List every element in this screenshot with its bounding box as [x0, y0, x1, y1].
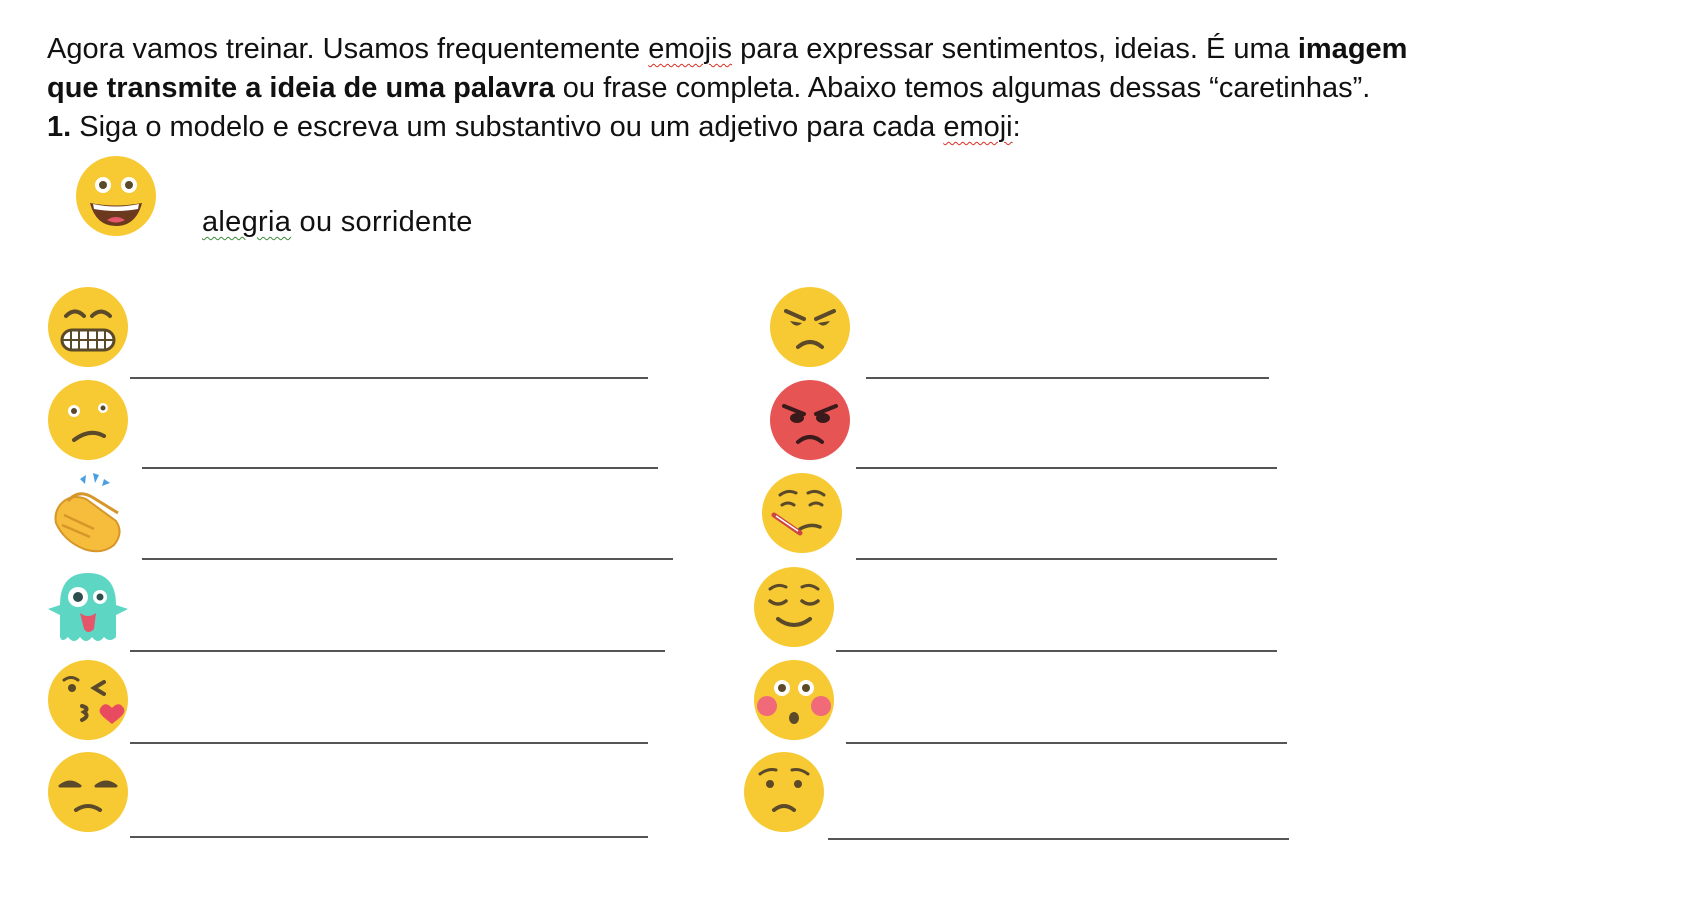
- text: para expressar sentimentos, ideias. É uma: [732, 33, 1298, 65]
- text: emoji: [943, 111, 1013, 143]
- answer-line-left-4[interactable]: [130, 650, 665, 652]
- answer-line-left-2[interactable]: [142, 467, 658, 469]
- answer-line-left-6[interactable]: [130, 836, 648, 838]
- instruction-line-2: [47, 69, 1647, 108]
- answer-line-right-3[interactable]: [856, 558, 1277, 560]
- thermometer-face-icon: [760, 471, 844, 555]
- worried-face-icon: [742, 750, 826, 834]
- instruction-line-3: [47, 108, 1647, 147]
- clapping-hands-icon: [46, 471, 130, 555]
- text: alegria: [202, 206, 292, 238]
- confused-face-icon: [46, 378, 130, 462]
- answer-line-right-4[interactable]: [836, 650, 1277, 652]
- grinning-face-icon: [74, 154, 158, 238]
- flushed-face-icon: [752, 658, 836, 742]
- answer-line-left-1[interactable]: [130, 377, 648, 379]
- answer-line-right-5[interactable]: [846, 742, 1287, 744]
- instruction-line-1: [47, 30, 1647, 69]
- grimacing-face-icon: [46, 285, 130, 369]
- pouting-red-face-icon: [768, 378, 852, 462]
- angry-face-icon: [768, 285, 852, 369]
- text: Siga o modelo e escreva um substantivo ou um adjetivo para cada: [71, 111, 944, 143]
- disappointed-face-icon: [46, 750, 130, 834]
- answer-line-right-2[interactable]: [856, 467, 1277, 469]
- answer-line-left-3[interactable]: [142, 558, 673, 560]
- model-answer: [202, 206, 473, 239]
- bold-text: que transmite a ideia de uma palavra: [47, 72, 555, 104]
- question-number: 1.: [47, 111, 72, 143]
- answer-line-left-5[interactable]: [130, 742, 648, 744]
- kissing-heart-face-icon: [46, 658, 130, 742]
- text: ou frase completa. Abaixo temos algumas dessas “caretinhas”.: [554, 72, 1371, 104]
- text: ou sorridente: [291, 206, 473, 238]
- instructions: [47, 30, 1647, 147]
- answer-line-right-1[interactable]: [866, 377, 1269, 379]
- text: :: [1012, 111, 1021, 143]
- answer-line-right-6[interactable]: [828, 838, 1289, 840]
- text: Agora vamos treinar. Usamos frequentemente: [47, 33, 649, 65]
- ghost-tongue-icon: [46, 565, 130, 649]
- bold-text: imagem: [1297, 33, 1408, 65]
- relieved-face-icon: [752, 565, 836, 649]
- text: emojis: [648, 33, 733, 65]
